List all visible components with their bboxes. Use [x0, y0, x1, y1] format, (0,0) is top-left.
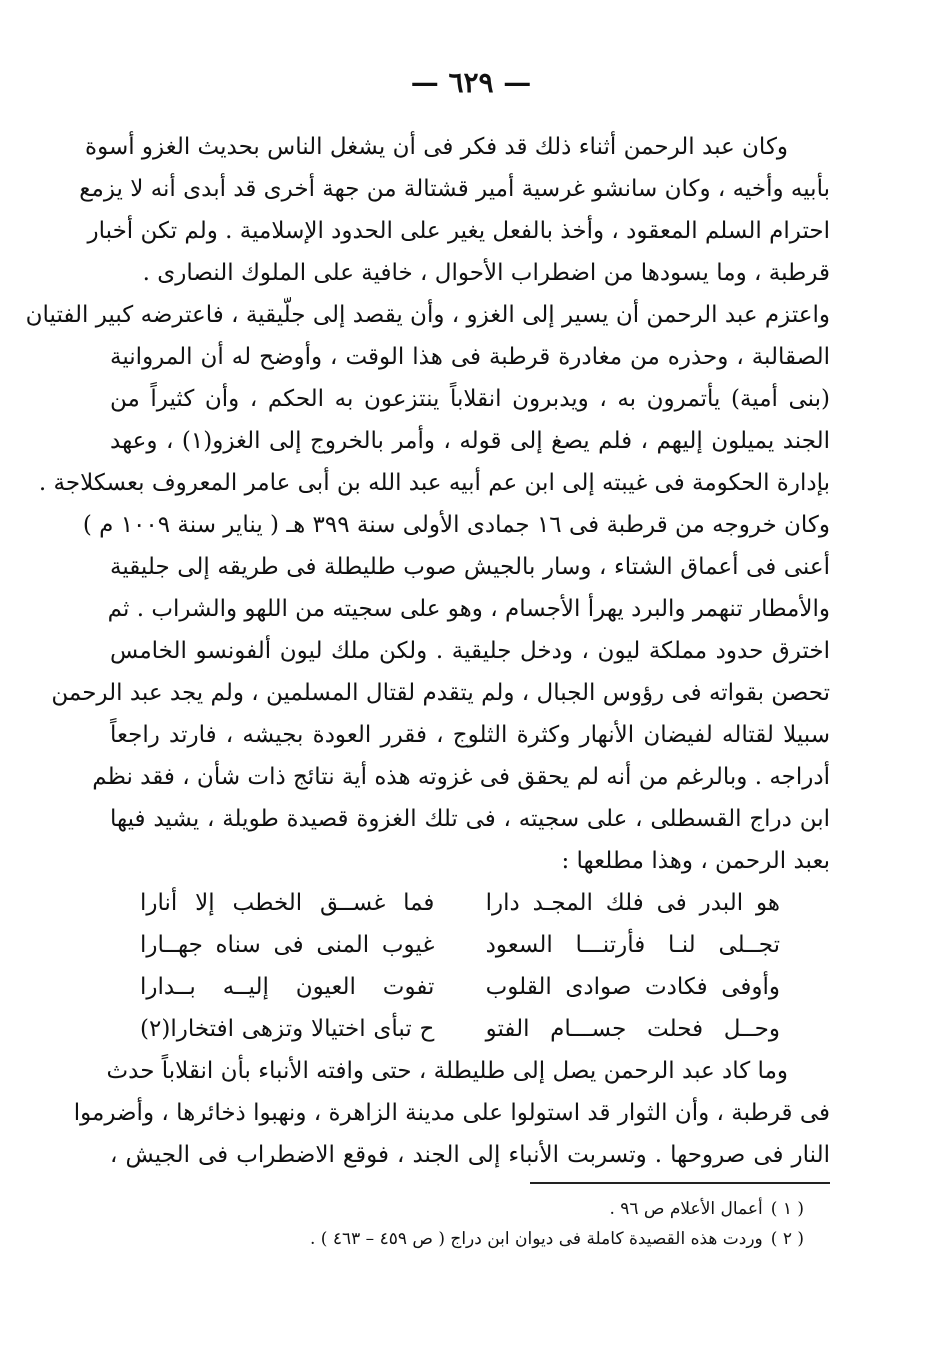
text-line: الجند يميلون إليهم ، فلم يصغ إلى قوله ، وأمر بالخروج إلى الغزو(١) ، وعهد	[110, 428, 830, 454]
body-text	[25, 126, 830, 1176]
text-line: بأبيه وأخيه ، وكان سانشو غرسية أمير قشتالة من جهة أخرى قد أبدى أنه لا يزمع	[79, 176, 830, 202]
text-line: قرطبة ، وما يسودها من اضطراب الأحوال ، خافية على الملوك النصارى .	[142, 260, 830, 286]
verse-second-hemistich: ح تبأى اختيالا وتزهى افتخارا(٢)	[140, 1016, 435, 1042]
verse	[140, 924, 780, 966]
poem-verses	[110, 882, 830, 1050]
footnote	[110, 1224, 830, 1254]
text-line: (بنى أمية) يأتمرون به ، ويدبرون انقلاباً ينتزعون به الحكم ، وأن كثيراً من	[110, 386, 830, 412]
footnote-marker: ( ٢ )	[770, 1229, 804, 1249]
text-line: النار فى صروحها . وتسربت الأنباء إلى الجند ، فوقع الاضطراب فى الجيش ،	[110, 1142, 830, 1168]
text-line: سبيلا لقتاله لفيضان الأنهار وكثرة الثلوج ، فقرر العودة بجيشه ، فارتد راجعاً	[110, 722, 830, 748]
verse-first-hemistich: وأوفى فكادت صوادى القلوب	[485, 974, 780, 1000]
text-line: اخترق حدود مملكة ليون ، ودخل جليقية . ولكن ملك ليون ألفونسو الخامس	[110, 638, 830, 664]
verse-first-hemistich: وحــل فحلت جســـام الفتو	[485, 1016, 780, 1042]
text-line: بعبد الرحمن ، وهذا مطلعها :	[561, 848, 830, 874]
text-line: وكان خروجه من قرطبة فى ١٦ جمادى الأولى سنة ٣٩٩ هـ ( يناير سنة ١٠٠٩ م )	[82, 512, 830, 538]
text-line: وما كاد عبد الرحمن يصل إلى طليطلة ، حتى وافته الأنباء بأن انقلاباً حدث	[106, 1058, 788, 1084]
text-line: تحصن بقواته فى رؤوس الجبال ، ولم يتقدم لقتال المسلمين ، ولم يجد عبد الرحمن	[51, 680, 830, 706]
text-line: بإدارة الحكومة فى غيبته إلى ابن عم أبيه عبد الله بن أبى عامر المعروف بعسكلاجة .	[38, 470, 830, 496]
text-line: ابن دراج القسطلى ، على سجيته ، فى تلك الغزوة قصيدة طويلة ، يشيد فيها	[110, 806, 830, 832]
text-line: أدراجه . وبالرغم من أنه لم يحقق فى غزوته هذه أية نتائج ذات شأن ، فقد نظم	[92, 764, 830, 790]
verse-second-hemistich: فما غســق الخطب إلا أنارا	[140, 890, 435, 916]
verse-second-hemistich: تفوت العيون إليــه بــدارا	[140, 974, 435, 1000]
text-line: احترام السلم المعقود ، وأخذ بالفعل يغير على الحدود الإسلامية . ولم تكن أخبار	[87, 218, 830, 244]
footnotes	[110, 1194, 830, 1254]
text-line: والأمطار تنهمر والبرد يهرأ الأجسام ، وهو على سجيته من اللهو والشراب . ثم	[107, 596, 830, 622]
page-number: — ٦٢٩ —	[410, 66, 532, 99]
text-line: واعتزم عبد الرحمن أن يسير إلى الغزو ، وأن يقصد إلى جلّيقية ، فاعترضه كبير الفتيان	[25, 302, 830, 328]
verse-first-hemistich: هو البدر فى فلك المجـد دارا	[485, 890, 780, 916]
footnote	[110, 1194, 830, 1224]
footnote-text: وردت هذه القصيدة كاملة فى ديوان ابن دراج ( ص ٤٥٩ – ٤٦٣ ) .	[310, 1229, 763, 1249]
footnote-marker: ( ١ )	[770, 1199, 804, 1219]
footnote-divider	[530, 1182, 830, 1184]
verse-second-hemistich: غيوب المنى فى سناه جهــارا	[140, 932, 435, 958]
verse-first-hemistich: تجــلى لنـا فأرتنـــا السعود	[485, 932, 780, 958]
text-line: أعنى فى أعماق الشتاء ، وسار بالجيش صوب طليطلة فى طريقه إلى جليقية	[110, 554, 830, 580]
text-line: فى قرطبة ، وأن الثوار قد استولوا على مدينة الزاهرة ، ونهبوا ذخائرها ، وأضرموا	[73, 1100, 830, 1126]
text-line: وكان عبد الرحمن أثناء ذلك قد فكر فى أن يشغل الناس بحديث الغزو أسوة	[85, 134, 788, 160]
verse	[140, 1008, 780, 1050]
verse	[140, 882, 780, 924]
text-line: الصقالبة ، وحذره من مغادرة قرطبة فى هذا الوقت ، وأوضح له أن المروانية	[110, 344, 830, 370]
footnote-text: أعمال الأعلام ص ٩٦ .	[609, 1199, 763, 1219]
verse	[140, 966, 780, 1008]
